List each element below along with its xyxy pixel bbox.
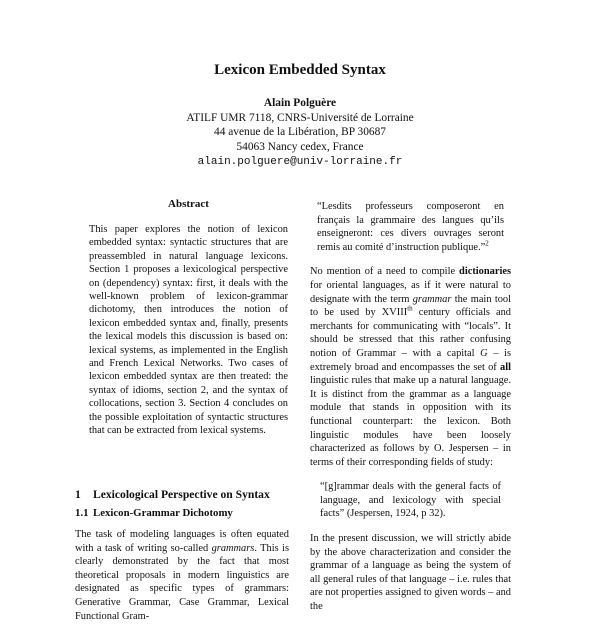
section-1-heading <box>75 488 270 501</box>
jespersen-quote: “[g]rammar deals with the general facts of language, and lexicology with special facts” (Jespersen, 1924, p 32). <box>320 481 501 520</box>
abstract-section <box>89 198 288 438</box>
section-1-intro <box>75 528 289 623</box>
footnote-marker[interactable]: 2 <box>485 239 489 248</box>
author-email[interactable]: alain.polguere@univ-lorraine.fr <box>197 155 403 168</box>
section-1-title: Lexicological Perspective on Syntax <box>93 488 270 501</box>
subsection-1-1-title: Lexicon-Grammar Dichotomy <box>93 507 233 519</box>
author-block <box>0 96 600 170</box>
emphasis-grammars: grammars <box>211 542 255 554</box>
right-paragraph-1: No mention of a need to compile dictionaries for oriental languages, as if it were natural to designate with the term grammar the main tool to be used by XVIIIth century officials and merchants for communicating with “locals”. It should be stressed that this rather confusing notion of Grammar – with a capital G – is extremely broad and encompasses the set of all linguistic rules that make up a natural language. It is distinct from the grammar as a language module that stands in opposition with its functional counterpart: the lexicon. Both linguistic modules have been loosely characterized as follows by O. Jespersen – in terms of their corresponding fields of study: <box>310 266 512 468</box>
subsection-1-1-number: 1.1 <box>75 507 89 519</box>
abstract-heading: Abstract <box>168 198 209 210</box>
right-column <box>310 200 511 625</box>
french-quote: “Lesdits professeurs composeront en français la grammaire des langues qu’ils enseigneront: ces divers ouvrages seront remis au comité d’instruction publique.”$^2$ <box>317 201 504 253</box>
intro-paragraph: The task of modeling languages is often equated with a task of writing so-called grammars. This is clearly demonstrated by the fact that most theoretical proposals in modern linguistics are designated as specific types of grammars: Generative Grammar, Case Grammar, Lexical Functional Gram- <box>75 529 289 622</box>
author-city: 54063 Nancy cedex, France <box>236 141 364 154</box>
emphasis-grammar: grammar <box>412 293 452 305</box>
author-affiliation: ATILF UMR 7118, CNRS-Université de Lorraine <box>186 111 414 124</box>
bold-all: all <box>500 361 511 373</box>
bold-dictionaries: dictionaries <box>459 266 511 278</box>
abstract-text: This paper explores the notion of lexicon embedded syntax: syntactic structures that are preassembled in natural language lexicons. Section 1 proposes a lexicological perspective on (dependency) syntax: first, it deals with the well-known problem of lexicon-grammar dichotomy, then introduces the notion of lexicon embedded syntax and, finally, presents the lexical models this discussion is based on: lexical systems, as implemented in the English and French Lexical Networks. Two cases of lexicon embedded syntax are then treated: the syntax of idioms, section 2, and the syntax of collocations, section 3. Section 4 concludes on the possible exploitation of syntactic structures that can be extracted from lexical systems. <box>89 224 288 437</box>
author-address: 44 avenue de la Libération, BP 30687 <box>214 126 386 139</box>
right-paragraph-2: In the present discussion, we will strictly abide by the above characterization and consider the grammar of a language as being the system of all general rules of that language – i.e. rules that are not properties assigned to given words – and the <box>310 533 511 613</box>
author-name: Alain Polguère <box>263 97 337 109</box>
subsection-1-1-heading <box>75 507 233 519</box>
section-1-number: 1 <box>75 488 81 501</box>
paper-title: Lexicon Embedded Syntax <box>214 62 386 78</box>
